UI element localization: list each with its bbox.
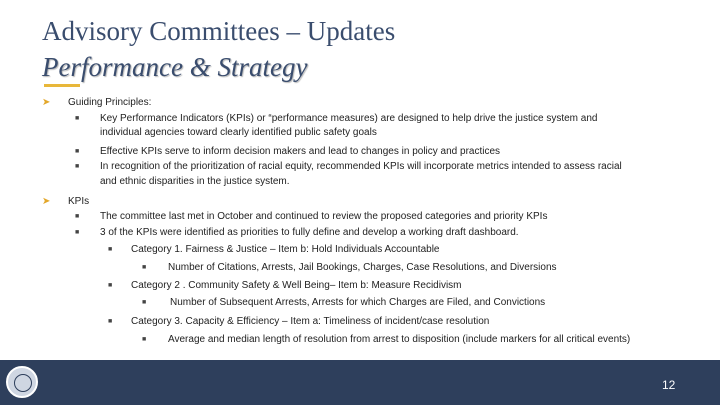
title-accent-underline — [44, 84, 80, 87]
square-bullet-icon: ■ — [75, 115, 80, 122]
category-label: Category 1. Fairness & Justice – Item b: Hold Individuals Accountable — [131, 244, 440, 255]
square-bullet-icon: ■ — [108, 246, 113, 253]
square-bullet-icon: ■ — [75, 213, 80, 220]
bullet-text: The committee last met in October and continued to review the proposed categories and priority KPIs — [100, 211, 548, 222]
square-bullet-icon: ■ — [75, 148, 80, 155]
square-bullet-icon: ■ — [75, 229, 80, 236]
square-bullet-icon: ■ — [142, 264, 147, 271]
bullet-text: Effective KPIs serve to inform decision makers and lead to changes in policy and practices — [100, 146, 501, 157]
bullet-text: Key Performance Indicators (KPIs) or “performance measures) are designed to help drive the justice system and — [100, 113, 598, 124]
seal-logo — [6, 366, 38, 398]
category-item: Number of Citations, Arrests, Jail Bookings, Charges, Case Resolutions, and Diversions — [168, 262, 557, 273]
slide-subtitle: Performance & Strategy — [42, 52, 308, 82]
bullet-text: In recognition of the prioritization of racial equity, recommended KPIs will incorporate metrics intended to assess racial — [100, 161, 622, 172]
category-item: Number of Subsequent Arrests, Arrests for which Charges are Filed, and Convictions — [170, 297, 546, 308]
square-bullet-icon: ■ — [108, 318, 113, 325]
bullet-text-cont: individual agencies toward clearly identified public safety goals — [100, 127, 377, 138]
square-bullet-icon: ■ — [142, 299, 147, 306]
square-bullet-icon: ■ — [142, 336, 147, 343]
bullet-text: 3 of the KPIs were identified as priorities to fully define and develop a working draft dashboard. — [100, 227, 519, 238]
slide-title: Advisory Committees – Updates — [42, 16, 396, 46]
bullet-text-cont: and ethnic disparities in the justice system. — [100, 176, 290, 187]
category-label: Category 3. Capacity & Efficiency – Item a: Timeliness of incident/case resolution — [131, 316, 490, 327]
category-label: Category 2 . Community Safety & Well Being– Item b: Measure Recidivism — [131, 280, 462, 291]
section-heading-guiding-principles: Guiding Principles: — [68, 97, 152, 108]
arrow-bullet-icon: ➤ — [42, 97, 51, 108]
footer-bar — [0, 360, 720, 405]
arrow-bullet-icon: ➤ — [42, 196, 51, 207]
section-heading-kpis: KPIs — [68, 196, 90, 207]
square-bullet-icon: ■ — [75, 163, 80, 170]
square-bullet-icon: ■ — [108, 282, 113, 289]
category-item: Average and median length of resolution from arrest to disposition (include markers for all critical events) — [168, 334, 631, 345]
page-number: 12 — [662, 378, 676, 392]
